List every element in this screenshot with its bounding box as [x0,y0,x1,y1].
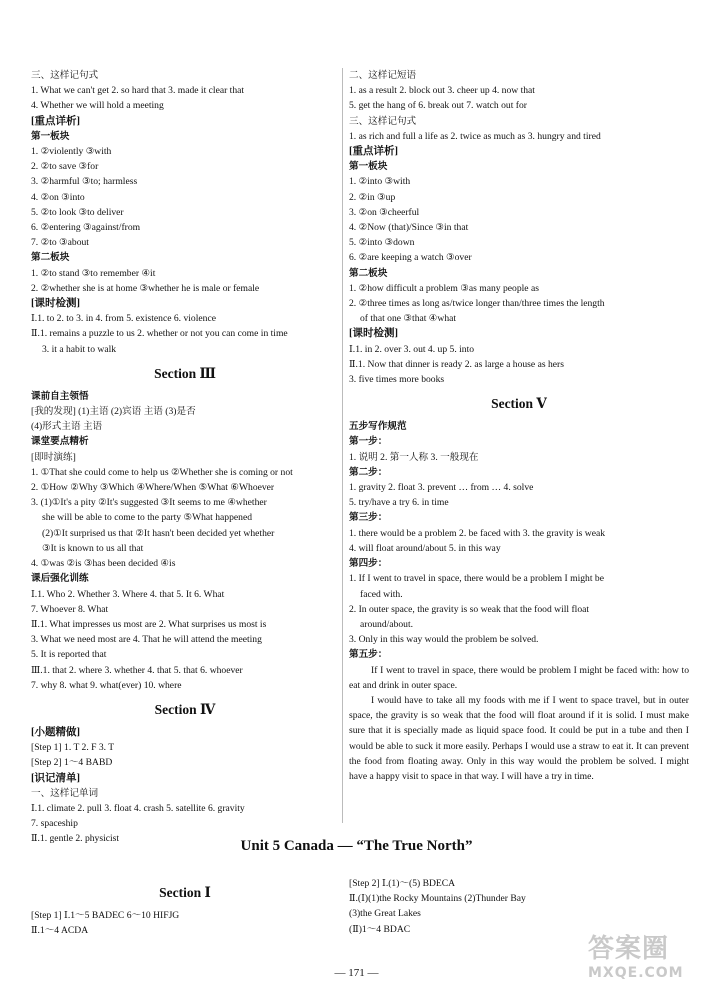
step-label: 第一步： [349,436,388,448]
watermark-logo [588,928,706,990]
heading-memo-list: [识记清单] [31,772,80,784]
answer-line: 2. ②to save ③for [31,161,99,173]
answer-line: Ⅱ.(Ⅰ)(1)the Rocky Mountains (2)Thunder Bay [349,893,526,905]
page-number: — 171 — [334,967,379,979]
answer-line: 1. ①That she could come to help us ②Whether she is coming or not [31,466,293,478]
answer-line: 1. ②how difficult a problem ③as many people as [349,282,539,294]
answer-line: [Step 1] 1. T 2. F 3. T [31,742,115,754]
answer-line: 7. spaceship [31,818,78,830]
answer-line: 1. as a result 2. block out 3. cheer up 4. now that [349,85,535,97]
step-label: 第二步： [349,466,388,478]
answer-line: 4. will float around/about 5. in this way [349,542,501,554]
answer-line: 2. ①How ②Why ③Which ④Where/When ⑤What ⑥Whoever [31,482,275,494]
answer-line: 1. 说明 2. 第一人称 3. 一般现在 [349,451,479,463]
answer-line: around/about. [360,618,414,630]
answer-line: (2)①It surprised us that ②It hasn't been decided yet whether [42,527,275,539]
unit-title: Unit 5 Canada — “The True North” [240,838,473,854]
answer-line: 4. Whether we will hold a meeting [31,100,164,112]
answer-line: 2. In outer space, the gravity is so weak that the food will float [349,603,590,615]
section-title: Section Ⅴ [491,396,547,412]
answer-line: 2. ②in ③up [349,191,396,203]
subheading: 五步写作规范 [349,421,407,433]
essay-paragraph: I would have to take all my foods with me if I went to space travel, but in outer space, the gravity is so weak that the food will float around if it is solid. I must make sure that it is specially made as liquid space food. It could be put in a tube and then I would be able to suck it more easily. Perhaps I would use a straw to eat it. It can prevent the food from floating away. Only in this way would the problem be solved. I might have a happy visit to space in that way. I will have a try in time. [349,694,689,782]
unit5-section1-left [31,880,339,938]
answer-line: faced with. [360,588,403,600]
answer-line: 4. ②on ③into [31,191,85,203]
answer-line: Ⅰ.1. climate 2. pull 3. float 4. crash 5. satellite 6. gravity [31,802,245,814]
heading-small-questions: [小题精做] [31,726,80,738]
heading-lesson-test: [课时检测] [349,328,398,340]
section-title: Section Ⅲ [154,365,216,381]
subheading: 一、这样记单词 [31,787,99,799]
answer-line: 2. ②three times as long as/twice longer than/three times the length [349,298,605,310]
answer-line: (4)形式主语 主语 [31,421,103,433]
answer-line: Ⅱ.1. Now that dinner is ready 2. as large a house as hers [349,358,564,370]
answer-line: 2. ②whether she is at home ③whether he is male or female [31,282,260,294]
answer-line: 1. as rich and full a life as 2. twice as much as 3. hungry and tired [349,130,601,142]
section-title: Section Ⅳ [154,701,216,717]
answer-line: [Step 2] 1～4 BABD [31,757,113,769]
answer-line: 6. ②entering ③against/from [31,222,141,234]
answer-line: 1. ②to stand ③to remember ④it [31,267,156,279]
answer-line: Ⅱ.1. What impresses us most are 2. What surprises us most is [31,618,267,630]
block-label: 第二板块 [31,252,70,264]
answer-line: 5. get the hang of 6. break out 7. watch out for [349,100,527,112]
heading-sentence-patterns: 三、这样记句式 [31,70,99,81]
answer-line: 3. it a habit to walk [42,343,117,355]
subheading: 课后强化训练 [31,573,89,585]
answer-line: 3. ②on ③cheerful [349,206,420,218]
watermark-url: MXQE.COM [588,965,684,981]
answer-line: Ⅰ.1. Who 2. Whether 3. Where 4. that 5. It 6. What [31,588,225,600]
answer-line: Ⅰ.1. to 2. to 3. in 4. from 5. existence 6. violence [31,313,216,325]
section-title: Section Ⅰ [159,885,211,900]
heading-key-points: [重点详析] [31,115,80,127]
heading-phrases: 二、这样记短语 [349,70,417,81]
answer-line: 7. ②to ③about [31,237,89,249]
answer-line: she will be able to come to the party ⑤What happened [42,512,252,524]
step-label: 第三步： [349,512,388,524]
subheading: 课堂要点精析 [31,436,89,448]
subheading: 课前自主领悟 [31,390,89,402]
column-divider [342,68,343,823]
answer-line: 4. ②Now (that)/Since ③in that [349,222,469,234]
heading-key-points: [重点详析] [349,146,398,158]
answer-line: 1. ②violently ③with [31,146,112,158]
step-label: 第五步： [349,649,388,661]
answer-line: Ⅰ.1. in 2. over 3. out 4. up 5. into [349,343,475,355]
watermark-text: 答案圈 [588,934,670,964]
block-label: 第一板块 [349,161,388,173]
answer-line: 4. ①was ②is ③has been decided ④is [31,558,176,570]
right-column [349,68,689,784]
answer-line: 5. try/have a try 6. in time [349,497,449,509]
subheading: [即时演练] [31,451,76,463]
answer-line: [Step 2] Ⅰ.(1)～(5) BDECA [349,878,456,889]
answer-line: 5. ②into ③down [349,237,415,249]
answer-line: (Ⅱ)1～4 BDAC [349,923,411,935]
answer-line: 7. Whoever 8. What [31,603,109,615]
heading-lesson-test: [课时检测] [31,298,80,310]
answer-line: 3. Only in this way would the problem be solved. [349,634,539,646]
answer-line: 1. What we can't get 2. so hard that 3. made it clear that [31,85,245,97]
left-column [31,68,339,847]
answer-line: 3. five times more books [349,374,445,386]
answer-line: 1. there would be a problem 2. be faced with 3. the gravity is weak [349,527,606,539]
answer-line: ③It is known to us all that [42,542,144,554]
block-label: 第一板块 [31,130,70,142]
answer-line: Ⅱ.1. gentle 2. physicist [31,833,120,845]
answer-line: 3. What we need most are 4. That he will attend the meeting [31,634,262,646]
answer-line: 1. If I went to travel in space, there would be a problem I might be [349,573,604,585]
heading-sentence-patterns: 三、这样记句式 [349,115,417,127]
essay-paragraph: If I went to travel in space, there would be problem I might be faced with: how to eat and drink in outer space. [349,664,689,691]
answer-line: 5. It is reported that [31,649,107,661]
answer-line: 1. ②into ③with [349,176,411,188]
answer-line: Ⅲ.1. that 2. where 3. whether 4. that 5. that 6. whoever [31,664,243,676]
answer-line: 3. (1)①It's a pity ②It's suggested ③It seems to me ④whether [31,497,267,509]
answer-line: 6. ②are keeping a watch ③over [349,252,472,264]
answer-line: (3)the Great Lakes [349,908,421,920]
answer-line: [我的发现] (1)主语 (2)宾语 主语 (3)是否 [31,406,196,418]
answer-line: Ⅱ.1～4 ACDA [31,925,89,937]
answer-line: Ⅱ.1. remains a puzzle to us 2. whether or not you can come in time [31,328,288,340]
block-label: 第二板块 [349,267,388,279]
step-label: 第四步： [349,558,388,570]
answer-line: 1. gravity 2. float 3. prevent … from … 4. solve [349,482,534,494]
answer-line: of that one ③that ④what [360,313,457,325]
answer-line: 5. ②to look ③to deliver [31,206,124,218]
answer-line: [Step 1] Ⅰ.1～5 BADEC 6～10 HIFJG [31,910,180,921]
answer-line: 3. ②harmful ③to; harmless [31,176,138,188]
answer-line: 7. why 8. what 9. what(ever) 10. where [31,679,182,691]
